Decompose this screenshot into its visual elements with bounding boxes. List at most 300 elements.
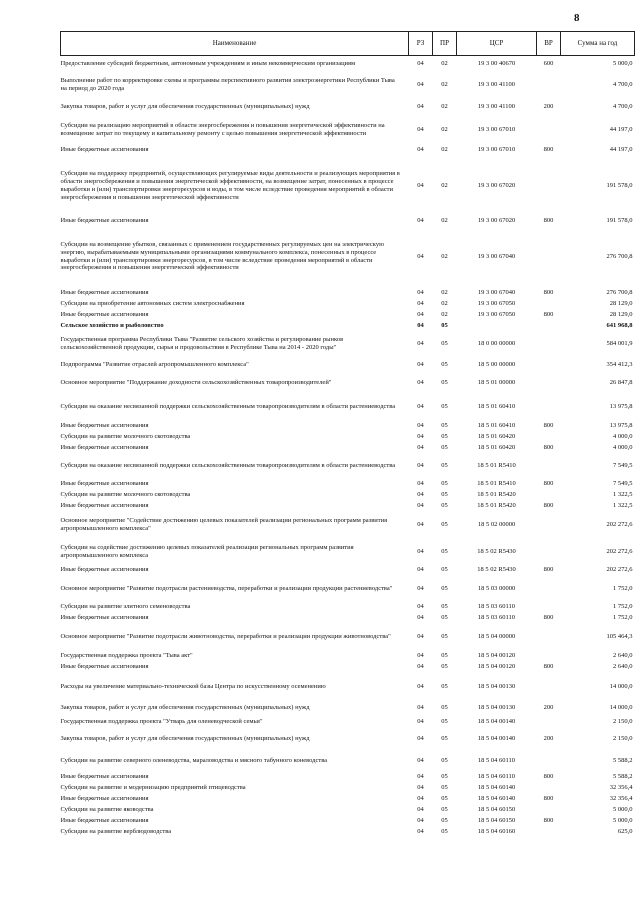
row-name: Субсидии на развитие молочного скотоводства [60,433,191,441]
row-name: Иные бюджетные ассигнования [60,663,149,671]
row-pr: 05 [441,817,448,825]
row-pr: 05 [441,603,448,611]
row-rz: 04 [417,103,424,111]
row-rz: 04 [417,717,424,725]
table-row [61,651,635,662]
row-sum: 5 000,0 [613,817,633,825]
row-pr: 05 [441,521,448,529]
row-vr: 800 [543,289,554,297]
row-csr: 18 5 04 00000 [477,633,516,641]
row-sum: 191 578,0 [606,182,633,190]
row-rz: 04 [417,614,424,622]
row-pr: 02 [441,216,448,224]
row-pr: 05 [441,756,448,764]
row-pr: 05 [441,652,448,660]
row-name: Субсидии на развитие и модернизацию предприятий птицеводства [60,784,246,792]
row-name: Закупка товаров, работ и услуг для обеспечения государственных (муниципальных) нужд [60,103,310,111]
row-name: Иные бюджетные ассигнования [60,422,149,430]
row-name: Сельское хозяйство и рыболовство [60,321,164,329]
row-vr [537,539,561,565]
row-name: Иные бюджетные ассигнования [60,502,149,510]
row-pr: 05 [441,403,448,411]
row-sum: 26 847,8 [609,379,633,387]
row-pr: 05 [441,379,448,387]
table-row [61,373,635,394]
row-vr: 800 [543,773,554,781]
row-csr: 18 5 04 00130 [477,703,516,711]
row-name: Субсидии на развитие яководства [60,806,154,814]
row-csr: 18 5 02 R5430 [477,547,516,555]
row-rz: 04 [417,633,424,641]
row-name: Субсидии на развитие элитного семеноводства [60,603,191,611]
row-vr [537,432,561,443]
row-csr: 18 5 01 00000 [477,379,516,387]
table-row [61,613,635,624]
table-row [61,501,635,512]
table-row [61,783,635,794]
row-name: Закупка товаров, работ и услуг для обеспечения государственных (муниципальных) нужд [60,735,310,743]
row-pr: 05 [441,806,448,814]
row-pr: 02 [441,182,448,190]
row-pr: 05 [441,717,448,725]
row-pr: 02 [441,59,448,67]
row-csr: 19 3 00 67040 [477,289,516,297]
table-row [61,565,635,576]
header-vr: ВР [537,32,561,56]
row-rz: 04 [417,735,424,743]
row-sum: 202 272,6 [606,566,633,574]
row-sum: 276 700,8 [606,252,633,260]
row-csr: 18 5 04 00120 [477,663,516,671]
row-vr [537,72,561,98]
row-rz: 04 [417,422,424,430]
table-header [61,32,635,56]
row-sum: 202 272,6 [606,521,633,529]
row-vr [537,299,561,310]
row-pr: 05 [441,633,448,641]
row-vr [537,157,561,216]
row-pr: 02 [441,145,448,153]
row-vr: 800 [543,663,554,671]
row-vr [537,454,561,479]
row-sum: 44 197,0 [609,145,633,153]
row-name: Основное мероприятие "Развитие подотрасли растениеводства, переработки и реализации продукции растениеводства" [60,584,393,592]
row-pr: 05 [441,433,448,441]
table-row [61,816,635,827]
row-name: Выполнение работ по корректировке схемы и программы перспективного развития электроэнергетики Республики Тыва на период до 2020 года [60,76,395,92]
row-vr [537,331,561,357]
row-vr: 600 [543,59,554,67]
row-vr [537,490,561,501]
row-vr [537,321,561,331]
row-csr: 18 5 03 60110 [477,614,516,622]
row-vr [537,715,561,729]
row-csr: 19 3 00 40670 [477,59,516,67]
table-row [61,827,635,838]
row-pr: 02 [441,289,448,297]
row-csr: 18 5 04 60160 [477,828,516,836]
row-rz: 04 [417,182,424,190]
row-pr: 05 [441,321,448,329]
row-vr: 200 [543,703,554,711]
row-sum: 5 000,0 [613,806,633,814]
row-rz: 04 [417,817,424,825]
table-row [61,490,635,501]
row-csr [457,321,537,331]
table-row [61,331,635,357]
row-rz: 04 [417,339,424,347]
row-rz: 04 [417,444,424,452]
row-sum: 4 700,0 [613,80,633,88]
row-csr: 18 5 04 60110 [477,756,516,764]
row-csr: 18 5 04 60140 [477,784,516,792]
table-row [61,701,635,715]
table-row [61,805,635,816]
row-csr: 19 3 00 67010 [477,145,516,153]
table-row [61,512,635,539]
row-pr: 05 [441,502,448,510]
row-sum: 28 129,0 [609,311,633,319]
row-name: Иные бюджетные ассигнования [60,216,149,224]
row-rz: 04 [417,795,424,803]
row-csr: 18 5 04 00130 [477,682,516,690]
row-name: Субсидии на развитие северного оленеводства, мараловодства и мясного табунного коневодства [60,756,328,764]
row-sum: 4 000,0 [613,433,633,441]
row-pr: 05 [441,614,448,622]
row-sum: 2 640,0 [613,663,633,671]
row-rz: 04 [417,566,424,574]
row-sum: 14 000,0 [609,703,633,711]
row-vr [537,602,561,613]
row-csr: 19 3 00 67050 [477,300,516,308]
row-rz: 04 [417,806,424,814]
row-rz: 04 [417,521,424,529]
row-rz: 04 [417,300,424,308]
row-pr: 05 [441,422,448,430]
row-name: Иные бюджетные ассигнования [60,289,149,297]
row-pr: 05 [441,828,448,836]
row-rz: 04 [417,145,424,153]
row-name: Иные бюджетные ассигнования [60,773,149,781]
table-row [61,624,635,651]
row-vr [537,576,561,602]
row-csr: 18 5 03 60110 [477,603,516,611]
table-row [61,715,635,729]
row-rz: 04 [417,252,424,260]
table-row [61,157,635,216]
row-name: Расходы на увеличение материально-технической базы Центра по искусственному осеменению [60,682,326,690]
table-row [61,143,635,157]
row-name: Иные бюджетные ассигнования [60,795,149,803]
row-csr: 18 5 04 60150 [477,806,516,814]
row-name: Подпрограмма "Развитие отраслей агропромышленного комплекса" [60,360,249,368]
row-pr: 05 [441,795,448,803]
row-vr: 800 [543,145,554,153]
row-sum: 105 464,3 [606,633,633,641]
row-sum: 202 272,6 [606,547,633,555]
row-pr: 02 [441,80,448,88]
row-sum: 5 588,2 [613,773,633,781]
table-row [61,443,635,454]
row-sum: 1 322,5 [613,502,633,510]
row-rz: 04 [417,80,424,88]
page-number: 8 [574,12,580,24]
row-sum: 7 549,5 [613,462,633,470]
row-csr: 18 5 04 60150 [477,817,516,825]
row-rz: 04 [417,773,424,781]
table-row [61,673,635,701]
row-csr: 18 5 01 60420 [477,433,516,441]
row-sum: 28 129,0 [609,300,633,308]
row-name: Субсидии на оказание несвязанной поддержки сельскохозяйственным товаропроизводителям в области растениеводства [60,462,396,470]
row-rz: 04 [417,289,424,297]
row-name: Государственная поддержка проекта "Утварь для оленеводческой семьи" [60,717,263,725]
row-pr: 05 [441,444,448,452]
table-row [61,576,635,602]
row-csr: 18 5 02 R5430 [477,566,516,574]
row-sum: 354 412,3 [606,360,633,368]
row-vr [537,357,561,373]
table-row [61,394,635,421]
row-vr: 800 [543,502,554,510]
row-sum: 2 640,0 [613,652,633,660]
row-sum: 5 000,0 [613,59,633,67]
row-csr: 18 5 01 R5420 [477,491,516,499]
row-pr: 05 [441,566,448,574]
row-vr: 800 [543,444,554,452]
table-row [61,357,635,373]
row-rz: 04 [417,491,424,499]
row-sum: 191 578,0 [606,216,633,224]
row-csr: 18 5 04 00140 [477,735,516,743]
row-csr: 18 5 01 R5410 [477,462,516,470]
header-rz: РЗ [409,32,433,56]
table-row [61,479,635,490]
row-vr: 800 [543,422,554,430]
row-name: Иные бюджетные ассигнования [60,566,149,574]
row-vr [537,783,561,794]
table-row [61,299,635,310]
header-sum: Сумма на год [561,32,635,56]
header-csr: ЦСР [457,32,537,56]
row-vr: 800 [543,480,554,488]
row-sum: 14 000,0 [609,682,633,690]
row-pr: 05 [441,462,448,470]
table-row [61,98,635,117]
row-name: Государственная поддержка проекта "Тыва акт" [60,652,193,660]
row-csr: 18 5 01 60410 [477,403,516,411]
row-sum: 276 700,8 [606,289,633,297]
row-csr: 18 5 03 00000 [477,584,516,592]
row-name: Субсидии на оказание несвязанной поддержки сельскохозяйственным товаропроизводителям в области растениеводства [60,403,396,411]
row-rz: 04 [417,462,424,470]
row-vr [537,651,561,662]
row-name: Государственная программа Республики Тыва "Развитие сельского хозяйства и регулирование рынков сельскохозяйственной продукции, сырья и продовольствия в Республике Тыва на 2014 - 2020 годы" [60,335,344,351]
row-sum: 4 000,0 [613,444,633,452]
row-vr: 800 [543,795,554,803]
row-rz: 04 [417,682,424,690]
row-sum: 2 150,0 [613,717,633,725]
table-row [61,321,635,331]
row-sum: 641 968,8 [606,321,633,329]
table-row [61,117,635,143]
row-sum: 1 322,5 [613,491,633,499]
row-csr: 19 3 00 67020 [477,182,516,190]
row-vr [537,750,561,772]
row-sum: 44 197,0 [609,125,633,133]
row-vr [537,394,561,421]
header-name: Наименование [61,32,409,56]
row-name: Предоставление субсидий бюджетным, автономным учреждениям и иным некоммерческим организациям [60,59,356,67]
table-row [61,288,635,299]
row-pr: 05 [441,339,448,347]
table-body [61,56,635,838]
table-row [61,56,635,72]
row-rz: 04 [417,828,424,836]
row-pr: 05 [441,480,448,488]
table-row [61,539,635,565]
table-row [61,729,635,750]
row-name: Субсидии на возмещение убытков, связанных с применением государственных регулируемых цен на электрическую энергию, вырабатываемыми муниципальными организациями коммунального комплекса, понесенных в процессе выработки и (или) транспортировки энергоресурсов, в том числе вследствие проведения мероприятий в области энергосбережения и повышения энергетической эффективности [60,240,384,272]
row-name: Основное мероприятие "Развитие подотрасли животноводства, переработки и реализации продукции животноводства" [60,633,391,641]
row-csr: 18 5 01 60410 [477,422,516,430]
row-sum: 5 588,2 [613,756,633,764]
row-pr: 02 [441,103,448,111]
row-csr: 19 3 00 67020 [477,216,516,224]
row-sum: 625,0 [617,828,633,836]
row-name: Субсидии на развитие верблюдоводства [60,828,172,836]
row-rz: 04 [417,547,424,555]
row-rz: 04 [417,321,424,329]
row-csr: 19 3 00 41100 [477,80,516,88]
row-rz: 04 [417,756,424,764]
row-sum: 13 975,8 [609,403,633,411]
row-csr: 18 0 00 00000 [477,339,516,347]
row-pr: 02 [441,125,448,133]
row-vr [537,117,561,143]
row-pr: 05 [441,682,448,690]
row-sum: 4 700,0 [613,103,633,111]
row-vr [537,805,561,816]
table-row [61,216,635,226]
row-sum: 1 752,0 [613,614,633,622]
row-sum: 13 975,8 [609,422,633,430]
row-pr: 02 [441,252,448,260]
row-csr: 19 3 00 41100 [477,103,516,111]
row-name: Иные бюджетные ассигнования [60,444,149,452]
row-pr: 05 [441,584,448,592]
row-rz: 04 [417,603,424,611]
row-vr: 200 [543,103,554,111]
row-rz: 04 [417,663,424,671]
table-row [61,794,635,805]
row-vr: 800 [543,614,554,622]
row-csr: 18 5 04 00120 [477,652,516,660]
table-row [61,662,635,673]
row-pr: 05 [441,784,448,792]
row-vr [537,512,561,539]
table-row [61,750,635,772]
row-csr: 18 5 04 00140 [477,717,516,725]
row-vr [537,624,561,651]
row-rz: 04 [417,652,424,660]
row-name: Иные бюджетные ассигнования [60,311,149,319]
row-name: Субсидии на содействие достижению целевых показателей реализации региональных программ развития агропромышленного комплекса [60,543,354,559]
row-csr: 18 5 01 R5410 [477,480,516,488]
row-name: Субсидии на реализацию мероприятий в области энергосбережения и повышения энергетической эффективности на возмещение затрат по текущему и капитальному ремонту с целью повышения энергетической эффективности [60,121,385,137]
row-pr: 05 [441,547,448,555]
row-pr: 05 [441,703,448,711]
row-sum: 584 001,9 [606,339,633,347]
row-csr: 18 5 00 00000 [477,360,516,368]
row-sum: 2 150,0 [613,735,633,743]
budget-table [60,31,635,838]
row-name: Субсидии на приобретение автономных систем электроснабжения [60,300,245,308]
row-rz: 04 [417,311,424,319]
row-rz: 04 [417,216,424,224]
table-row [61,772,635,783]
row-name: Основное мероприятие "Поддержание доходности сельскохозяйственных товаропроизводителей" [60,379,332,387]
table-row [61,226,635,288]
row-rz: 04 [417,403,424,411]
row-name: Иные бюджетные ассигнования [60,614,149,622]
row-name: Основное мероприятие "Содействие достижению целевых показателей реализации региональных программ развития агропромышленного комплекса" [60,517,388,532]
row-csr: 18 5 04 60110 [477,773,516,781]
row-rz: 04 [417,59,424,67]
row-csr: 19 3 00 67040 [477,252,516,260]
row-rz: 04 [417,125,424,133]
table-row [61,454,635,479]
row-csr: 18 5 01 R5420 [477,502,516,510]
row-pr: 02 [441,311,448,319]
row-name: Иные бюджетные ассигнования [60,480,149,488]
row-pr: 02 [441,300,448,308]
row-name: Закупка товаров, работ и услуг для обеспечения государственных (муниципальных) нужд [60,703,310,711]
header-pr: ПР [433,32,457,56]
row-vr [537,373,561,394]
row-vr [537,226,561,288]
row-rz: 04 [417,584,424,592]
row-pr: 05 [441,735,448,743]
row-name: Субсидии на развитие молочного скотоводства [60,491,191,499]
row-rz: 04 [417,480,424,488]
row-csr: 19 3 00 67010 [477,125,516,133]
row-sum: 7 549,5 [613,480,633,488]
row-pr: 05 [441,773,448,781]
row-vr: 200 [543,735,554,743]
row-csr: 18 5 01 60420 [477,444,516,452]
row-rz: 04 [417,433,424,441]
table-row [61,421,635,432]
row-sum: 32 356,4 [609,795,633,803]
row-rz: 04 [417,784,424,792]
row-vr [537,673,561,701]
row-pr: 05 [441,360,448,368]
row-csr: 18 5 02 00000 [477,521,516,529]
row-vr: 800 [543,566,554,574]
row-name: Иные бюджетные ассигнования [60,145,149,153]
row-vr [537,827,561,838]
table-row [61,432,635,443]
row-sum: 1 752,0 [613,603,633,611]
row-pr: 05 [441,663,448,671]
row-rz: 04 [417,360,424,368]
row-sum: 1 752,0 [613,584,633,592]
row-rz: 04 [417,502,424,510]
table-row [61,602,635,613]
row-sum: 32 356,4 [609,784,633,792]
row-name: Субсидии на поддержку предприятий, осуществляющих регулируемые виды деятельности и реализующих мероприятия в области энергосбережения и повышения энергетической эффективности, на возмещение затрат, понесенных в процессе выработки и (или) транспортировки энергоресурсов и воды, в том числе вследствие проведения мероприятий в области энергосбережения и повышения энергетической эффективности [60,170,400,201]
